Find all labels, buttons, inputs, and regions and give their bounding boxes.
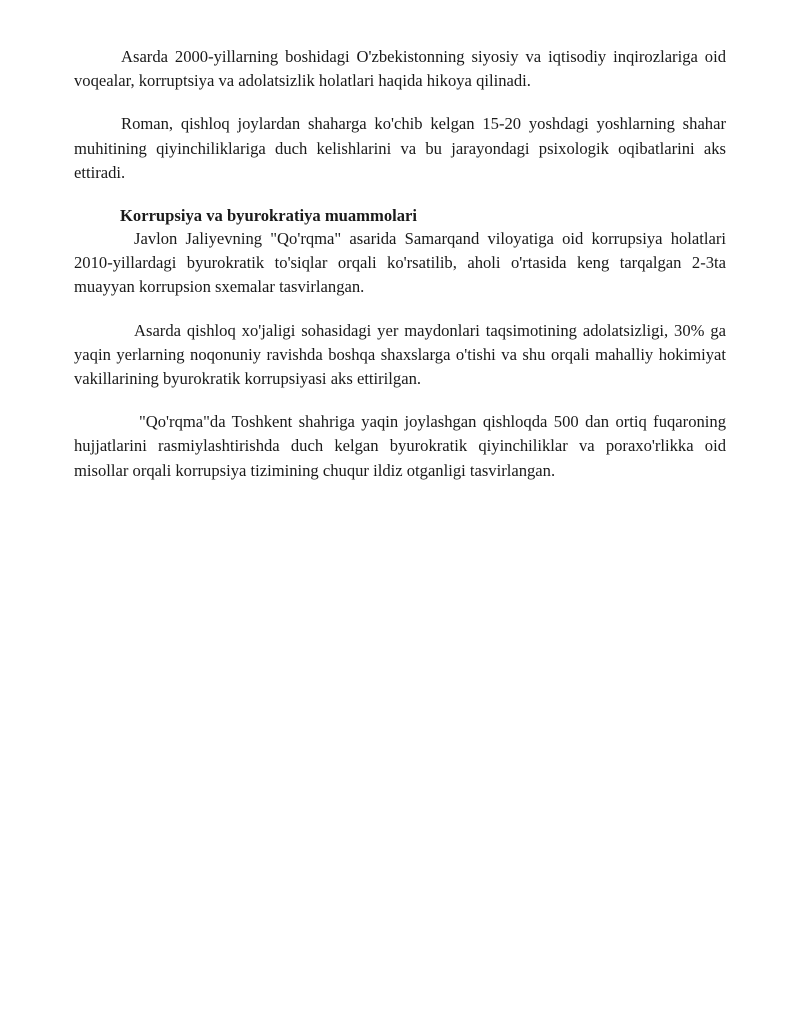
paragraph-intro: Asarda 2000-yillarning boshidagi O'zbekistonning siyosiy va iqtisodiy inqirozlariga oid voqealar, korruptsiya va adolatsizlik holatlari haqida hikoya qilinadi. — [74, 47, 726, 91]
paragraph-qorqma-toshkent: "Qo'rqma"da Toshkent shahriga yaqin joylashgan qishloqda 500 dan ortiq fuqaroning hujjatlarini rasmiylashtirishda duch kelgan byurokratik qiyinchiliklar va poraxo'rlikka oid misollar orqali korrupsiya tizimining chuqur ildiz otganligi tasvirlangan. — [74, 412, 726, 480]
paragraph-qorqma-samarqand: Javlon Jaliyevning "Qo'rqma" asarida Samarqand viloyatiga oid korrupsiya holatlari 2010-yillardagi byurokratik to'siqlar orqali ko'rsatilib, aholi o'rtasida keng tarqalgan 2-3ta muayyan korrupsion sxemalar tasvirlangan. — [74, 229, 726, 297]
paragraph-land-distribution: Asarda qishloq xo'jaligi sohasidagi yer maydonlari taqsimotining adolatsizligi, 30% ga yaqin yerlarning noqonuniy ravishda boshqa shaxslarga o'tishi va shu orqali mahalliy hokimiyat vakillarining byurokratik korrupsiyasi aks ettirilgan. — [74, 320, 726, 389]
document-body — [74, 45, 726, 483]
section-heading: Korrupsiya va byurokratiya muammolari — [120, 206, 418, 226]
paragraph-novel-summary: Roman, qishloq joylardan shaharga ko'chib kelgan 15-20 yoshdagi yoshlarning shahar muhitining qiyinchiliklariga duch kelishlarini va bu jarayondagi psixologik oqibatlarini aks ettiradi. — [74, 114, 726, 182]
